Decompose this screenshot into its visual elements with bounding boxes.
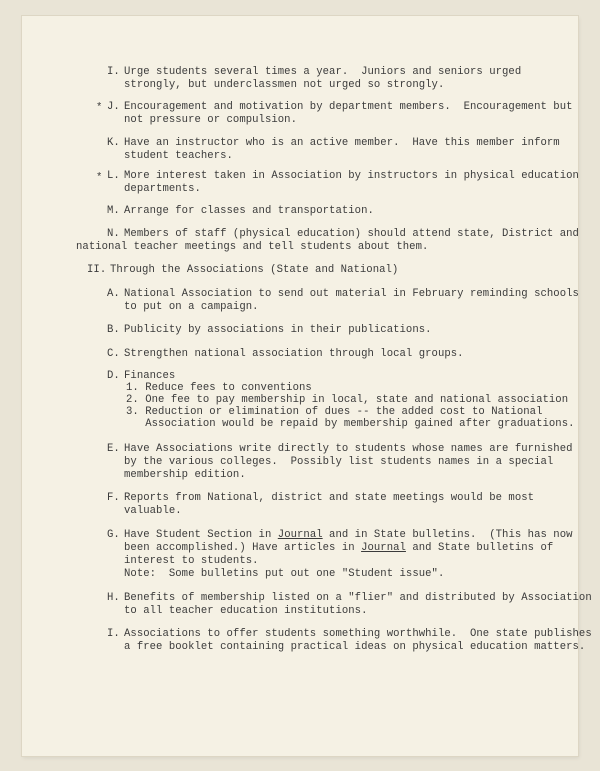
item-line: Arrange for classes and transportation. <box>124 205 374 217</box>
sub-item: 2. One fee to pay membership in local, state and national association <box>126 394 569 406</box>
item-line: national teacher meetings and tell students about them. <box>76 241 429 253</box>
sub-item: 3. Reduction or elimination of dues -- the added cost to National <box>126 406 543 418</box>
item-line: to put on a campaign. <box>124 301 259 313</box>
item-line: strongly, but underclassmen not urged so strongly. <box>124 79 445 91</box>
section-numeral: II. <box>87 264 107 276</box>
item-letter: E. <box>107 443 120 455</box>
item-letter: B. <box>107 324 120 336</box>
journal-title: Journal <box>277 529 323 541</box>
section-heading: Through the Associations (State and National) <box>110 264 399 276</box>
item-line: Members of staff (physical education) should attend state, District and <box>124 228 579 240</box>
item-line: Urge students several times a year. Juniors and seniors urged <box>124 66 522 78</box>
item-line: valuable. <box>124 505 182 517</box>
item-line: National Association to send out material in February reminding schools <box>124 288 579 300</box>
item-text: and State bulletins of <box>405 542 554 554</box>
item-letter: D. <box>107 370 120 382</box>
sub-item: 1. Reduce fees to conventions <box>126 382 312 394</box>
item-line: a free booklet containing practical ideas on physical education matters. <box>124 641 586 653</box>
item-line: Reports from National, district and state meetings would be most <box>124 492 535 504</box>
item-line: interest to students. <box>124 555 259 567</box>
note-line: Note: Some bulletins put out one "Student issue". <box>124 568 445 580</box>
item-text: been accomplished.) Have articles in <box>124 542 362 554</box>
item-line: Publicity by associations in their publications. <box>124 324 432 336</box>
item-line <box>124 529 573 542</box>
item-letter: L. <box>107 170 120 182</box>
item-line: Finances <box>124 370 176 382</box>
item-text: and in State bulletins. (This has now <box>322 529 573 541</box>
asterisk-mark: * <box>96 102 103 114</box>
item-line: student teachers. <box>124 150 233 162</box>
item-letter: J. <box>107 101 120 113</box>
sub-item: Association would be repaid by membership gained after graduations. <box>126 418 575 430</box>
item-letter: C. <box>107 348 120 360</box>
asterisk-mark: * <box>96 172 103 184</box>
item-letter: I. <box>107 66 120 78</box>
item-line: by the various colleges. Possibly list students names in a special <box>124 456 554 468</box>
item-line: Have an instructor who is an active member. Have this member inform <box>124 137 560 149</box>
item-line: Have Associations write directly to students whose names are furnished <box>124 443 573 455</box>
item-line: Benefits of membership listed on a "flier" and distributed by Association <box>124 592 592 604</box>
item-line: not pressure or compulsion. <box>124 114 297 126</box>
item-letter: K. <box>107 137 120 149</box>
item-letter: M. <box>107 205 120 217</box>
item-line <box>124 542 553 555</box>
journal-title: Journal <box>361 542 406 554</box>
item-line: More interest taken in Association by instructors in physical education <box>124 170 579 182</box>
item-letter: A. <box>107 288 120 300</box>
item-letter: F. <box>107 492 120 504</box>
item-letter: H. <box>107 592 120 604</box>
item-line: Strengthen national association through local groups. <box>124 348 464 360</box>
item-letter: N. <box>107 228 120 240</box>
item-line: Encouragement and motivation by department members. Encouragement but <box>124 101 573 113</box>
item-line: membership edition. <box>124 469 246 481</box>
item-letter: G. <box>107 529 120 541</box>
item-line: departments. <box>124 183 201 195</box>
item-line: to all teacher education institutions. <box>124 605 368 617</box>
item-text: Have Student Section in <box>124 529 278 541</box>
item-line: Associations to offer students something worthwhile. One state publishes <box>124 628 592 640</box>
item-letter: I. <box>107 628 120 640</box>
